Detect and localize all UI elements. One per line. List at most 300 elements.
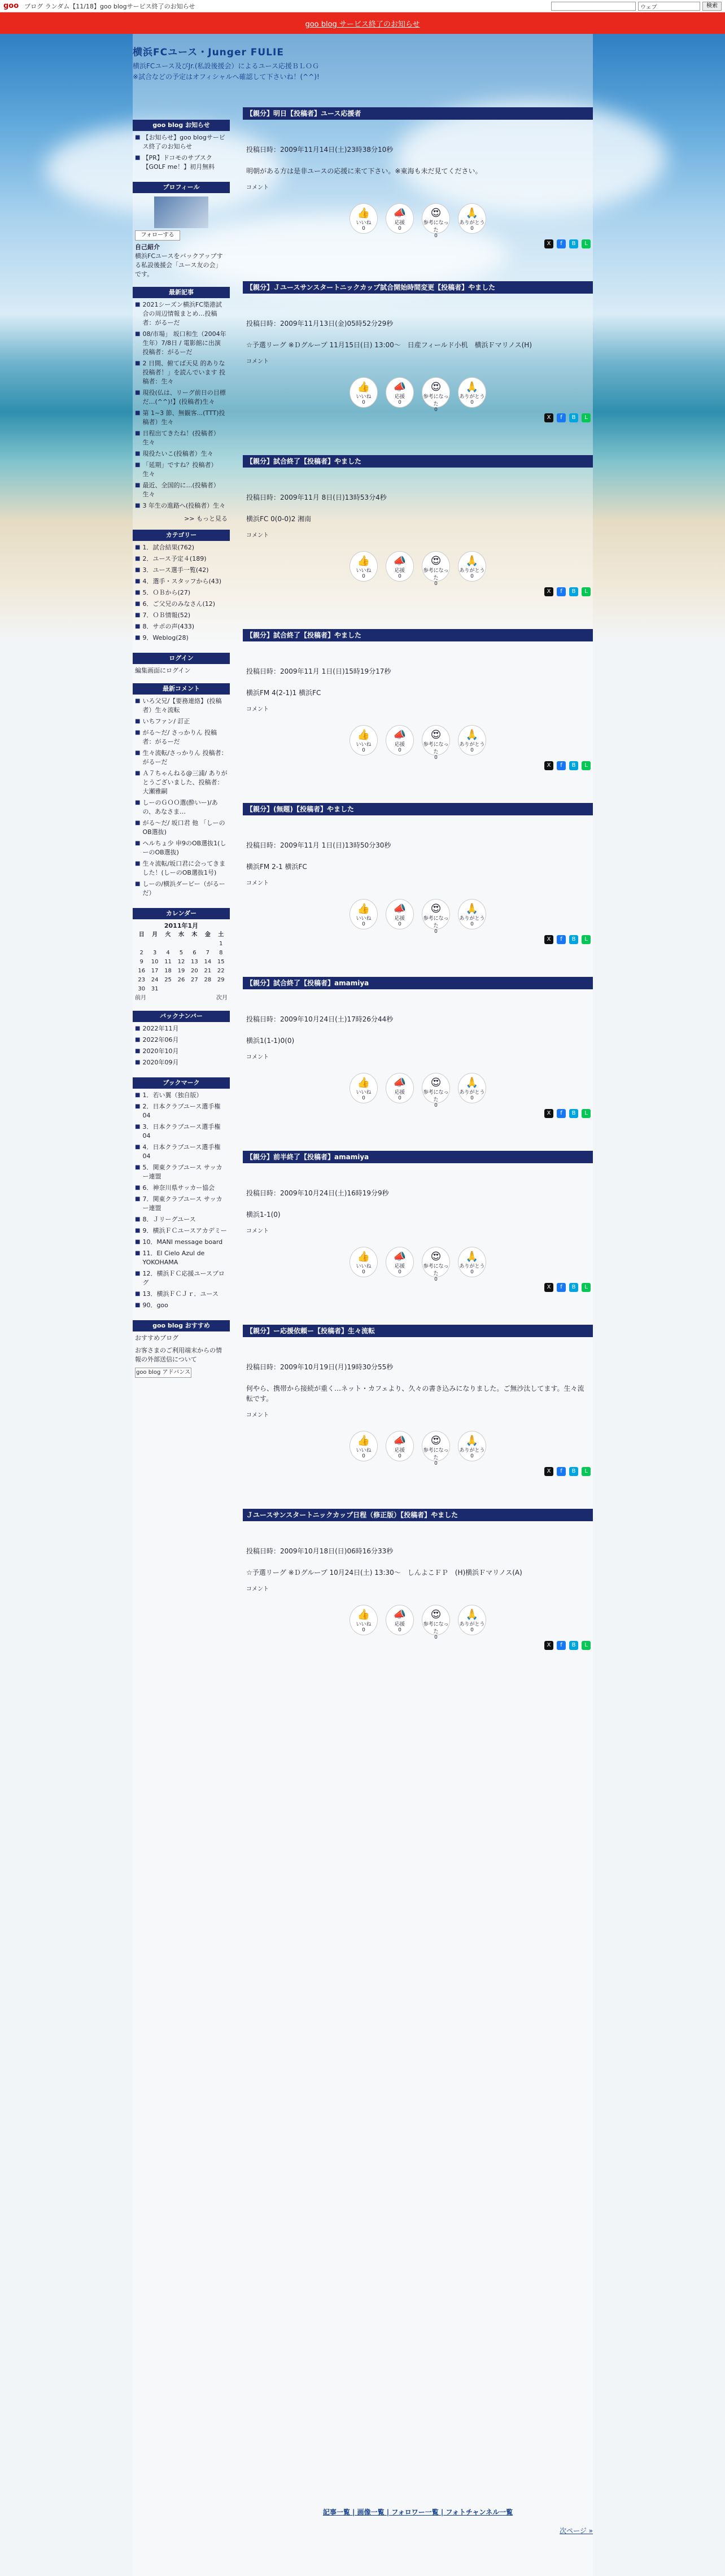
bullet-icon: ■ [135,1270,141,1277]
backnumber-item-label[interactable]: 2022年06月 [142,1036,179,1044]
comment-item[interactable] [135,859,228,877]
bookmark-item[interactable] [135,1102,228,1120]
hatena-share-icon[interactable]: B [569,1641,578,1650]
post-date: 投稿日時：2009年11月13日(金)05時52分29秒 [246,320,394,328]
category-item-label[interactable]: 9．Weblog(28) [142,634,189,641]
calendar-next[interactable]: 次月 [216,995,228,1001]
bookmark-item-label[interactable]: 12．横浜ＦＣ応援ユースブログ [142,1270,225,1286]
category-item[interactable] [135,543,228,552]
calendar-day: 7 [206,950,209,956]
comment-item[interactable] [135,839,228,857]
post-title[interactable]: 【親分】Ｊユースサンスタートニックカップ試合開始時間変更【投稿者】やました [243,281,593,294]
category-item-label[interactable]: 3．ユース選手一覧(42) [142,566,209,574]
rss-note[interactable]: お客さまのご利用端末からの情報の外部送信について [135,1347,222,1363]
recent-item-label[interactable]: 3 年生の進路へ(投稿者）生々 [142,502,226,509]
calendar-weekday: 水 [178,932,184,938]
reaction-button[interactable] [350,1073,378,1103]
login-link[interactable]: 編集画面にログイン [135,667,191,674]
follow-button[interactable]: フォローする [135,230,180,241]
more-link[interactable]: >> もっと見る [184,515,228,522]
bookmark-item-label[interactable]: 4．日本クラブユース選手権04 [142,1143,221,1160]
comment-item-label[interactable]: がる〜だ/ さっかりん 投稿者：がるーだ [142,729,217,745]
bookmark-item-label[interactable]: 6．神奈川県サッカー協会 [142,1184,215,1191]
line-share-icon[interactable]: L [582,239,591,248]
line-share-icon[interactable]: L [582,413,591,422]
recent-item-label[interactable]: 2021シーズン横浜FC築港試合の周辺情報まとめ…投稿者：がるーだ [142,301,222,326]
share-row [245,587,591,596]
bookmark-item[interactable] [135,1195,228,1213]
post-comment-link[interactable]: コメント [246,359,269,365]
reaction-icon: 🙏 [465,1251,479,1263]
category-item[interactable] [135,577,228,586]
reaction-count: 0 [362,400,365,405]
bullet-icon: ■ [135,1025,141,1032]
reaction-button[interactable] [458,1605,486,1635]
bookmark-item[interactable] [135,1290,228,1299]
advance-badge[interactable]: goo blog アドバンス [135,1368,191,1378]
line-share-icon[interactable]: L [582,587,591,596]
recent-item[interactable] [135,359,228,386]
bullet-icon: ■ [135,410,141,416]
reaction-button[interactable] [350,377,378,408]
recent-item-label[interactable]: 日程出てきたね！(投稿者）生々 [142,430,220,446]
facebook-share-icon[interactable]: f [557,413,566,422]
bullet-icon: ■ [135,390,141,396]
reaction-button[interactable] [350,551,378,582]
hatena-share-icon[interactable]: B [569,587,578,596]
reaction-count: 0 [362,574,365,579]
post-title[interactable]: 【親分】ー応援依頼ー【投稿者】生々流転 [243,1325,593,1337]
comment-item[interactable] [135,728,228,746]
notice-item-label[interactable]: 【PR】ドコモのサブスク【GOLF me！】初月無料 [142,154,215,171]
bookmark-item-label[interactable]: 10．MANI message board [142,1238,223,1246]
reaction-icon: 📣 [393,903,407,915]
goo-nav[interactable]: ブログ ランダム【11/18】goo blogサービス終了のお知らせ [24,2,195,10]
reaction-count: 0 [362,1453,365,1459]
bullet-icon: ■ [135,698,141,704]
facebook-share-icon[interactable]: f [557,1283,566,1292]
comments-title: 最新コメント [133,683,230,695]
recent-item-label[interactable]: 08/市場」 坂口和生（2004年生年）7/8日 / 電影館に出演 投稿者：がるーだ [142,330,226,356]
category-item-label[interactable]: 1．試合結果(762) [142,544,195,551]
reaction-count: 0 [398,226,401,232]
reaction-count: 0 [470,226,474,232]
category-item-label[interactable]: 8．サポの声(433) [142,623,195,630]
line-share-icon[interactable]: L [582,935,591,944]
goo-recommend-box [133,1331,230,1379]
bookmark-item[interactable] [135,1226,228,1235]
recent-item[interactable] [135,481,228,499]
bookmark-item-label[interactable]: 8．Ｊリーグユース [142,1216,196,1223]
reaction-count: 0 [434,1635,438,1640]
hatena-share-icon[interactable]: B [569,413,578,422]
post-text: 横浜FC 0(0-0)2 湘南 [246,515,312,523]
share-row [245,935,591,944]
line-share-icon[interactable]: L [582,1109,591,1118]
bullet-icon: ■ [135,462,141,468]
blog-post [243,281,593,422]
backnumber-item[interactable] [135,1036,228,1045]
bookmark-item[interactable] [135,1143,228,1161]
notice-link[interactable]: goo blog サービス終了のお知らせ [305,20,420,29]
category-item[interactable] [135,634,228,643]
post-comment-link[interactable]: コメント [246,1054,269,1060]
bookmark-item-label[interactable]: 90．goo [142,1302,168,1309]
post-body [243,641,593,719]
category-item[interactable] [135,622,228,631]
reaction-label: ありがとう [459,568,485,574]
comment-item-label[interactable]: しーの/横浜ダービー（がるーだ） [142,880,225,897]
post-title[interactable]: Ｊユースサンスタートニックカップ日程（修正版）【投稿者】やました [243,1509,593,1521]
reaction-label: いいね [356,1264,372,1269]
x-share-icon[interactable]: X [544,239,553,248]
post-title[interactable]: 【親分】試合終了【投稿者】やました [243,455,593,468]
calendar-day: 24 [151,977,159,983]
bullet-icon: ■ [135,556,141,562]
recent-item-label[interactable]: 現役(仏は、リーグ前日の目標だ…(^^)!】(投稿者)生々 [142,389,226,405]
bullet-icon: ■ [135,134,141,141]
reaction-label: ありがとう [459,1448,485,1453]
post-comment-link[interactable]: コメント [246,1412,269,1418]
reaction-button[interactable] [458,1247,486,1277]
comment-item[interactable] [135,798,228,817]
bookmark-list [133,1089,230,1313]
backnumber-list [133,1022,230,1071]
bookmark-item[interactable] [135,1249,228,1267]
calendar-day [188,940,201,949]
reaction-icon: 📣 [393,1077,407,1089]
post-title[interactable]: 【親分】明日【投稿者】ユース応援者 [243,107,593,120]
facebook-share-icon[interactable]: f [557,1109,566,1118]
bullet-icon: ■ [135,155,141,161]
reaction-button[interactable] [458,1431,486,1461]
reaction-label: いいね [356,394,372,400]
backnumber-item-label[interactable]: 2022年11月 [142,1025,179,1032]
category-item[interactable] [135,600,228,609]
recent-item[interactable] [135,429,228,447]
reaction-button[interactable] [422,551,450,587]
bookmark-item[interactable] [135,1163,228,1181]
comment-item[interactable] [135,717,228,726]
backnumber-item[interactable] [135,1047,228,1056]
category-item[interactable] [135,566,228,575]
recent-item[interactable] [135,409,228,427]
calendar-day [135,940,148,949]
reaction-count: 0 [434,755,438,761]
profile-image [154,197,208,228]
bookmark-item[interactable] [135,1184,228,1193]
recent-item-label[interactable]: 最近、全国的に…(投稿者）生々 [142,482,220,498]
post-comment-link[interactable]: コメント [246,706,269,713]
category-item[interactable] [135,611,228,620]
reaction-button[interactable] [386,203,414,234]
bookmark-item-label[interactable]: 5．関東クラブユース サッカー連盟 [142,1164,222,1180]
reaction-button[interactable] [350,1247,378,1277]
reaction-button[interactable] [458,1073,486,1103]
reaction-button[interactable] [422,899,450,935]
reaction-count: 0 [470,748,474,753]
bookmark-item[interactable] [135,1215,228,1224]
x-share-icon[interactable]: X [544,1109,553,1118]
reaction-icon: 😍 [430,381,442,393]
bullet-icon: ■ [135,820,141,826]
bullet-icon: ■ [135,590,141,596]
reaction-button[interactable] [422,1431,450,1466]
reaction-label: いいね [356,742,372,748]
reaction-button[interactable] [458,551,486,582]
line-share-icon[interactable]: L [582,761,591,770]
bookmark-item-label[interactable]: 13．横浜ＦＣＪｒ．ユース [142,1290,219,1298]
reaction-button[interactable] [386,1431,414,1461]
comment-item-label[interactable]: がる〜だ/ 坂口君 他 「しーのOB選抜) [142,819,225,836]
hatena-share-icon[interactable]: B [569,1467,578,1476]
reaction-count: 0 [434,1103,438,1108]
bookmark-item[interactable] [135,1123,228,1141]
reaction-count: 0 [470,1095,474,1101]
reaction-icon: 📣 [393,381,407,393]
comment-item-label[interactable]: しーのＧＯＯ選(酔いー)/あの、あなさま… [142,799,218,815]
reaction-button[interactable] [386,551,414,582]
bookmark-item[interactable] [135,1269,228,1287]
notice-list [133,131,230,175]
facebook-share-icon[interactable]: f [557,935,566,944]
bookmark-item-label[interactable]: 3．日本クラブユース選手権04 [142,1123,221,1139]
reaction-button[interactable] [386,1247,414,1277]
bullet-icon: ■ [135,612,141,618]
bookmark-item-label[interactable]: 1．若い翼（独自版） [142,1091,203,1099]
reaction-button[interactable] [422,377,450,413]
reaction-button[interactable] [350,899,378,929]
comment-item[interactable] [135,880,228,898]
reaction-button[interactable] [350,1431,378,1461]
post-date: 投稿日時：2009年10月24日(土)17時26分44秒 [246,1015,394,1023]
reaction-button[interactable] [386,1605,414,1635]
x-share-icon[interactable]: X [544,587,553,596]
blog-post [243,977,593,1118]
post-title[interactable]: 【親分】(無題)【投稿者】やました [243,803,593,815]
reaction-label: ありがとう [459,1264,485,1269]
reaction-icon: 🙏 [465,1435,479,1447]
category-item-label[interactable]: 5．ＯＢから(27) [142,589,191,596]
calendar-day: 27 [191,977,198,983]
reaction-icon: 👍 [357,381,370,393]
post-comment-link[interactable]: コメント [246,880,269,887]
recent-item[interactable] [135,330,228,357]
reaction-button[interactable] [422,203,450,239]
reaction-icon: 👍 [357,1251,370,1263]
post-comment-link[interactable]: コメント [246,532,269,539]
category-item-label[interactable]: 2．ユース予定４(189) [142,555,207,562]
comment-item[interactable] [135,819,228,837]
share-row [245,239,591,248]
calendar-day: 18 [164,968,172,974]
notice-item[interactable] [135,154,228,172]
recent-item-label[interactable]: 「延期」ですね？投稿者）生々 [142,461,217,478]
bookmark-item-label[interactable]: 9．横浜ＦＣユースアカデミー [142,1227,227,1234]
reaction-button[interactable] [350,725,378,756]
bullet-icon: ■ [135,800,141,806]
share-row [245,413,591,422]
facebook-share-icon[interactable]: f [557,1641,566,1650]
blog-post [243,629,593,770]
post-title[interactable]: 【親分】前半終了【投稿者】amamiya [243,1151,593,1163]
post-comment-link[interactable]: コメント [246,1586,269,1592]
post-comment-link[interactable]: コメント [246,1228,269,1234]
reaction-label: ありがとう [459,742,485,748]
hatena-share-icon[interactable]: B [569,935,578,944]
reaction-button[interactable] [458,899,486,929]
search-scope-select[interactable]: ウェブ [638,2,700,11]
line-share-icon[interactable]: L [582,1641,591,1650]
comment-item[interactable] [135,697,228,715]
line-share-icon[interactable]: L [582,1283,591,1292]
reaction-button[interactable] [386,725,414,756]
facebook-share-icon[interactable]: f [557,1467,566,1476]
post-comment-link[interactable]: コメント [246,185,269,191]
x-share-icon[interactable]: X [544,935,553,944]
notice-item-label[interactable]: 【お知らせ】goo blogサービス終了のお知らせ [142,134,225,150]
reaction-row [243,725,593,761]
reaction-button[interactable] [458,725,486,756]
x-share-icon[interactable]: X [544,1467,553,1476]
reaction-button[interactable] [386,377,414,408]
reaction-count: 0 [362,226,365,232]
comment-item[interactable] [135,749,228,767]
recent-item-label[interactable]: 現役たいこ(投稿者）生々 [142,450,213,457]
hatena-share-icon[interactable]: B [569,1109,578,1118]
comment-item-label[interactable]: 生々流転/坂口君に会ってきました！(しーのOB選抜1号) [142,860,226,876]
post-text: 横浜1-1(0) [246,1211,281,1219]
bullet-icon: ■ [135,1092,141,1098]
bookmark-item-label[interactable]: 2．日本クラブユース選手権04 [142,1103,221,1119]
x-share-icon[interactable]: X [544,761,553,770]
reaction-button[interactable] [422,1605,450,1640]
post-body [243,1337,593,1425]
recent-item[interactable] [135,300,228,328]
recent-item[interactable] [135,501,228,510]
calendar-day: 19 [177,968,185,974]
reaction-icon: 😍 [430,1435,442,1447]
goo-logo[interactable]: goo [3,2,19,10]
backnumber-item[interactable] [135,1058,228,1067]
category-item[interactable] [135,555,228,564]
facebook-share-icon[interactable]: f [557,761,566,770]
reaction-count: 0 [434,233,438,239]
hatena-share-icon[interactable]: B [569,1283,578,1292]
category-item[interactable] [135,588,228,597]
category-item-label[interactable]: 7．ＯＢ情報(52) [142,612,191,619]
bullet-icon: ■ [135,331,141,337]
reaction-button[interactable] [458,203,486,234]
comment-item-label[interactable]: いちファン/ 訂正 [142,718,190,725]
reaction-label: いいね [356,916,372,922]
reaction-icon: 📣 [393,1435,407,1447]
reaction-icon: 🙏 [465,903,479,915]
bookmark-item-label[interactable]: 7．関東クラブユース サッカー連盟 [142,1195,222,1212]
facebook-share-icon[interactable]: f [557,587,566,596]
calendar-prev[interactable]: 前月 [135,995,146,1001]
footer-links[interactable]: 記事一覧 | 画像一覧 | フォロワー一覧 | フォトチャンネル一覧 [322,2508,513,2516]
bookmark-item[interactable] [135,1091,228,1100]
reaction-button[interactable] [422,725,450,761]
calendar-day: 22 [217,968,225,974]
x-share-icon[interactable]: X [544,1283,553,1292]
backnumber-item-label[interactable]: 2020年10月 [142,1047,179,1055]
search-input[interactable] [551,2,636,11]
recent-item[interactable] [135,449,228,459]
post-text: 横浜1(1-1)0(0) [246,1037,295,1045]
comment-item-label[interactable]: いろ父兄/【要務連絡】(投稿者）生々流転 [142,697,222,714]
bookmark-item[interactable] [135,1301,228,1310]
share-row [245,761,591,770]
reaction-icon: 🙏 [465,1077,479,1089]
recent-item-label[interactable]: 2 日間、俯てば天見 的ありな投稿者！」を読んでいます 投稿者：生々 [142,360,225,385]
blog-title[interactable]: 横浜FCユース・Junger FULIE [133,47,284,58]
calendar-day [174,940,187,949]
calendar-day: 1 [219,941,223,947]
reaction-button[interactable] [422,1247,450,1282]
comment-item-label[interactable]: 生々流転/さっかりん 投稿者：がるーだ [142,749,228,766]
category-item-label[interactable]: 4．選手・スタッフから(43) [142,578,222,585]
comment-item[interactable] [135,769,228,796]
reaction-button[interactable] [386,1073,414,1103]
goo-recommend-link[interactable]: おすすめブログ [135,1334,179,1342]
reaction-button[interactable] [458,377,486,408]
hatena-share-icon[interactable]: B [569,761,578,770]
line-share-icon[interactable]: L [582,1467,591,1476]
sidebar [133,113,230,1379]
facebook-share-icon[interactable]: f [557,239,566,248]
bookmark-item-label[interactable]: 11．El Cielo Azul de YOKOHAMA [142,1250,205,1266]
hatena-share-icon[interactable]: B [569,239,578,248]
comment-item-label[interactable]: ヘルちょ少 申9のOB選抜1(しーのOB選抜) [142,840,226,856]
reaction-count: 0 [398,1453,401,1459]
post-title[interactable]: 【親分】試合終了【投稿者】amamiya [243,977,593,989]
reaction-icon: 📣 [393,729,407,741]
bookmark-item[interactable] [135,1238,228,1247]
reaction-button[interactable] [350,1605,378,1635]
reaction-count: 0 [398,1627,401,1633]
profile-name[interactable]: 自己紹介 [135,243,160,251]
recent-item[interactable] [135,461,228,479]
reaction-label: いいね [356,1622,372,1627]
share-row [245,1467,591,1476]
reaction-count: 0 [470,1627,474,1633]
post-title[interactable]: 【親分】試合終了【投稿者】やました [243,629,593,641]
backnumber-item[interactable] [135,1024,228,1033]
recent-item[interactable] [135,388,228,407]
category-item-label[interactable]: 6．ご父兄のみなさん(12) [142,600,216,608]
calendar-weekday: 土 [218,932,224,938]
bullet-icon: ■ [135,578,141,584]
search-button[interactable]: 検索 [702,2,722,11]
comment-item-label[interactable]: Ａ７ちゃんねる@三浦/ ありがとうございました、投稿者：大瀬雅嗣 [142,770,228,795]
bullet-icon: ■ [135,840,141,846]
reaction-icon: 📣 [393,1609,407,1621]
next-page-link[interactable]: 次ページ » [560,2527,593,2535]
x-share-icon[interactable]: X [544,413,553,422]
reaction-button[interactable] [350,203,378,234]
reaction-count: 0 [434,929,438,935]
reaction-button[interactable] [422,1073,450,1108]
recent-item-label[interactable]: 第 1~3 節、無観客...(TTT)投稿者）生々 [142,409,225,426]
calendar-month: 2011年1月 [164,922,199,929]
backnumber-item-label[interactable]: 2020年09月 [142,1059,179,1066]
reaction-button[interactable] [386,899,414,929]
x-share-icon[interactable]: X [544,1641,553,1650]
notice-item[interactable] [135,133,228,151]
bullet-icon: ■ [135,482,141,488]
